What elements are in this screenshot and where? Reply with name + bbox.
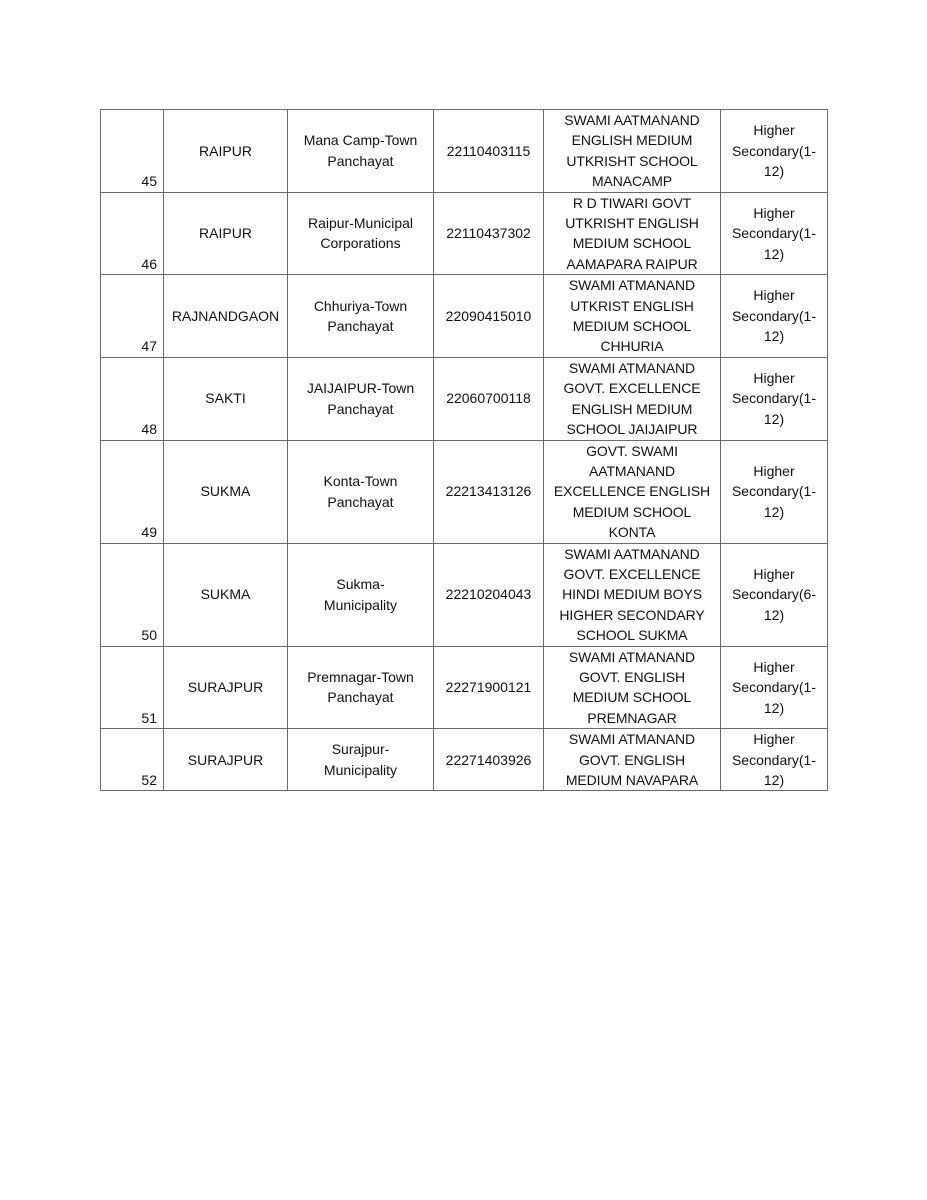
school-name-line: MEDIUM SCHOOL bbox=[572, 503, 692, 520]
ulb-cell bbox=[288, 543, 434, 646]
school-name-cell bbox=[544, 543, 721, 646]
ulb-name-line: Panchayat bbox=[327, 152, 394, 169]
school-level-line: 12) bbox=[763, 772, 785, 788]
udise-code-cell bbox=[434, 729, 544, 791]
school-name-line: CHHURIA bbox=[600, 338, 664, 355]
school-name-line: SWAMI ATMANAND bbox=[568, 277, 696, 294]
udise-code-cell bbox=[434, 357, 544, 440]
school-name-line: MEDIUM SCHOOL bbox=[572, 235, 692, 252]
school-name-line: SWAMI ATMANAND bbox=[568, 359, 696, 376]
serial-number: 47 bbox=[141, 338, 157, 355]
district-name: RAJNANDGAON bbox=[171, 307, 280, 324]
serial-number: 46 bbox=[141, 255, 157, 272]
district-name: SAKTI bbox=[205, 390, 246, 407]
district-cell bbox=[164, 192, 288, 275]
school-level-line: Higher bbox=[753, 370, 795, 387]
table-row bbox=[101, 357, 828, 440]
udise-code: 22271403926 bbox=[445, 751, 532, 768]
serial-number-cell bbox=[101, 543, 164, 646]
ulb-name-line: Municipality bbox=[323, 596, 398, 613]
ulb-cell bbox=[288, 357, 434, 440]
school-level-line: Higher bbox=[753, 122, 795, 139]
district-cell bbox=[164, 357, 288, 440]
district-name: SURAJPUR bbox=[187, 679, 264, 696]
school-name-line: SCHOOL JAIJAIPUR bbox=[566, 421, 698, 438]
school-name-line: MANACAMP bbox=[591, 173, 673, 190]
ulb-cell bbox=[288, 275, 434, 358]
udise-code-cell bbox=[434, 110, 544, 193]
udise-code-cell bbox=[434, 646, 544, 729]
district-cell bbox=[164, 646, 288, 729]
school-level-line: 12) bbox=[763, 163, 785, 180]
school-name-cell bbox=[544, 729, 721, 791]
district-name: SUKMA bbox=[200, 586, 251, 603]
school-name-line: SWAMI AATMANAND bbox=[564, 112, 700, 128]
udise-code-cell bbox=[434, 192, 544, 275]
school-name-line: MEDIUM SCHOOL bbox=[572, 689, 692, 706]
school-level-line: 12) bbox=[763, 503, 785, 520]
school-name-line: MEDIUM NAVAPARA bbox=[565, 772, 699, 788]
serial-number-cell bbox=[101, 192, 164, 275]
district-cell bbox=[164, 275, 288, 358]
school-name-line: GOVT. EXCELLENCE bbox=[563, 380, 701, 397]
udise-code: 22090415010 bbox=[445, 307, 532, 324]
school-name-line: EXCELLENCE ENGLISH bbox=[553, 483, 711, 500]
ulb-cell bbox=[288, 110, 434, 193]
serial-number: 51 bbox=[141, 709, 157, 726]
udise-code: 22271900121 bbox=[445, 679, 532, 696]
school-name-line: AATMANAND bbox=[589, 462, 675, 479]
school-level-line: Secondary(6- bbox=[731, 586, 817, 603]
table-row bbox=[101, 646, 828, 729]
school-name-line: SCHOOL SUKMA bbox=[576, 627, 688, 644]
ulb-name-line: Mana Camp-Town bbox=[303, 132, 418, 149]
ulb-name-line: Konta-Town bbox=[323, 473, 398, 490]
ulb-cell bbox=[288, 440, 434, 543]
school-level-line: Secondary(1- bbox=[731, 679, 817, 696]
school-level-cell bbox=[721, 357, 828, 440]
district-name: SUKMA bbox=[200, 483, 251, 500]
district-name: RAIPUR bbox=[199, 225, 252, 242]
udise-code: 22110403115 bbox=[446, 142, 531, 159]
district-name: RAIPUR bbox=[199, 142, 252, 159]
serial-number-cell bbox=[101, 729, 164, 791]
serial-number-cell bbox=[101, 275, 164, 358]
school-level-line: 12) bbox=[763, 328, 785, 345]
school-level-cell bbox=[721, 729, 828, 791]
school-level-line: 12) bbox=[763, 606, 785, 623]
serial-number: 49 bbox=[141, 524, 157, 541]
school-name-line: GOVT. SWAMI bbox=[586, 442, 678, 459]
ulb-cell bbox=[288, 729, 434, 791]
school-name-cell bbox=[544, 110, 721, 193]
school-level-cell bbox=[721, 646, 828, 729]
ulb-name-line: JAIJAIPUR-Town bbox=[306, 380, 415, 397]
udise-code-cell bbox=[434, 440, 544, 543]
school-name-line: UTKRISHT SCHOOL bbox=[566, 152, 698, 169]
ulb-name-line: Chhuriya-Town bbox=[313, 297, 408, 314]
school-level-line: 12) bbox=[763, 410, 785, 427]
school-name-line: ENGLISH MEDIUM bbox=[571, 400, 693, 417]
school-level-line: Higher bbox=[753, 731, 795, 748]
table-body bbox=[101, 110, 828, 791]
table-row bbox=[101, 543, 828, 646]
serial-number-cell bbox=[101, 357, 164, 440]
serial-number-cell bbox=[101, 646, 164, 729]
school-name-line: R D TIWARI GOVT bbox=[572, 194, 692, 211]
school-level-cell bbox=[721, 440, 828, 543]
school-name-cell bbox=[544, 192, 721, 275]
school-name-line: KONTA bbox=[608, 524, 656, 541]
school-name-line: SWAMI ATMANAND bbox=[568, 648, 696, 665]
ulb-name-line: Premnagar-Town bbox=[307, 668, 414, 685]
school-level-line: Higher bbox=[753, 462, 795, 479]
district-name: SURAJPUR bbox=[187, 751, 264, 768]
school-level-line: Secondary(1- bbox=[731, 142, 817, 159]
school-level-cell bbox=[721, 192, 828, 275]
school-name-line: ENGLISH MEDIUM bbox=[571, 132, 693, 149]
table-row bbox=[101, 440, 828, 543]
district-cell bbox=[164, 110, 288, 193]
udise-code: 22210204043 bbox=[445, 586, 532, 603]
school-level-line: Secondary(1- bbox=[731, 307, 817, 324]
serial-number-cell bbox=[101, 440, 164, 543]
school-level-line: Higher bbox=[753, 565, 795, 582]
serial-number: 48 bbox=[141, 421, 157, 438]
ulb-name-line: Panchayat bbox=[327, 318, 394, 335]
ulb-name-line: Panchayat bbox=[327, 689, 394, 706]
school-level-line: Higher bbox=[753, 287, 795, 304]
school-name-line: AAMAPARA RAIPUR bbox=[566, 255, 698, 272]
school-name-line: HIGHER SECONDARY bbox=[559, 606, 705, 623]
school-level-line: Secondary(1- bbox=[731, 751, 817, 768]
ulb-name-line: Raipur-Municipal bbox=[307, 215, 414, 232]
district-cell bbox=[164, 543, 288, 646]
school-level-cell bbox=[721, 110, 828, 193]
district-cell bbox=[164, 729, 288, 791]
school-name-line: GOVT. EXCELLENCE bbox=[563, 565, 701, 582]
ulb-cell bbox=[288, 192, 434, 275]
school-name-line: SWAMI ATMANAND bbox=[568, 731, 696, 748]
table-row bbox=[101, 192, 828, 275]
district-cell bbox=[164, 440, 288, 543]
serial-number: 45 bbox=[141, 173, 157, 190]
udise-code: 22060700118 bbox=[446, 390, 531, 407]
udise-code-cell bbox=[434, 543, 544, 646]
school-level-cell bbox=[721, 543, 828, 646]
school-level-cell bbox=[721, 275, 828, 358]
udise-code-cell bbox=[434, 275, 544, 358]
ulb-name-line: Corporations bbox=[320, 235, 401, 252]
serial-number-cell bbox=[101, 110, 164, 193]
table-row bbox=[101, 729, 828, 791]
udise-code: 22213413126 bbox=[445, 483, 532, 500]
serial-number: 52 bbox=[141, 772, 157, 788]
udise-code: 22110437302 bbox=[446, 225, 531, 242]
school-level-line: Secondary(1- bbox=[731, 225, 817, 242]
serial-number: 50 bbox=[141, 627, 157, 644]
school-name-cell bbox=[544, 440, 721, 543]
school-level-line: 12) bbox=[763, 699, 785, 716]
school-name-cell bbox=[544, 357, 721, 440]
school-name-line: HINDI MEDIUM BOYS bbox=[562, 586, 702, 603]
table-row bbox=[101, 275, 828, 358]
school-name-line: UTKRISHT ENGLISH bbox=[565, 215, 699, 232]
school-name-line: PREMNAGAR bbox=[587, 709, 677, 726]
school-name-line: GOVT. ENGLISH bbox=[578, 668, 686, 685]
school-level-line: Secondary(1- bbox=[731, 390, 817, 407]
ulb-name-line: Municipality bbox=[323, 761, 398, 778]
school-name-line: SWAMI AATMANAND bbox=[564, 545, 700, 562]
ulb-name-line: Sukma- bbox=[336, 576, 385, 593]
school-name-cell bbox=[544, 646, 721, 729]
school-level-line: Secondary(1- bbox=[731, 483, 817, 500]
school-level-line: 12) bbox=[763, 245, 785, 262]
school-name-line: UTKRIST ENGLISH bbox=[570, 297, 694, 314]
table-row bbox=[101, 110, 828, 193]
school-list-table bbox=[100, 109, 828, 791]
ulb-name-line: Surajpur- bbox=[331, 741, 390, 758]
school-name-line: GOVT. ENGLISH bbox=[578, 751, 686, 768]
ulb-cell bbox=[288, 646, 434, 729]
school-level-line: Higher bbox=[753, 204, 795, 221]
ulb-name-line: Panchayat bbox=[327, 493, 394, 510]
school-name-line: MEDIUM SCHOOL bbox=[572, 318, 692, 335]
ulb-name-line: Panchayat bbox=[327, 400, 394, 417]
school-level-line: Higher bbox=[753, 658, 795, 675]
school-name-cell bbox=[544, 275, 721, 358]
